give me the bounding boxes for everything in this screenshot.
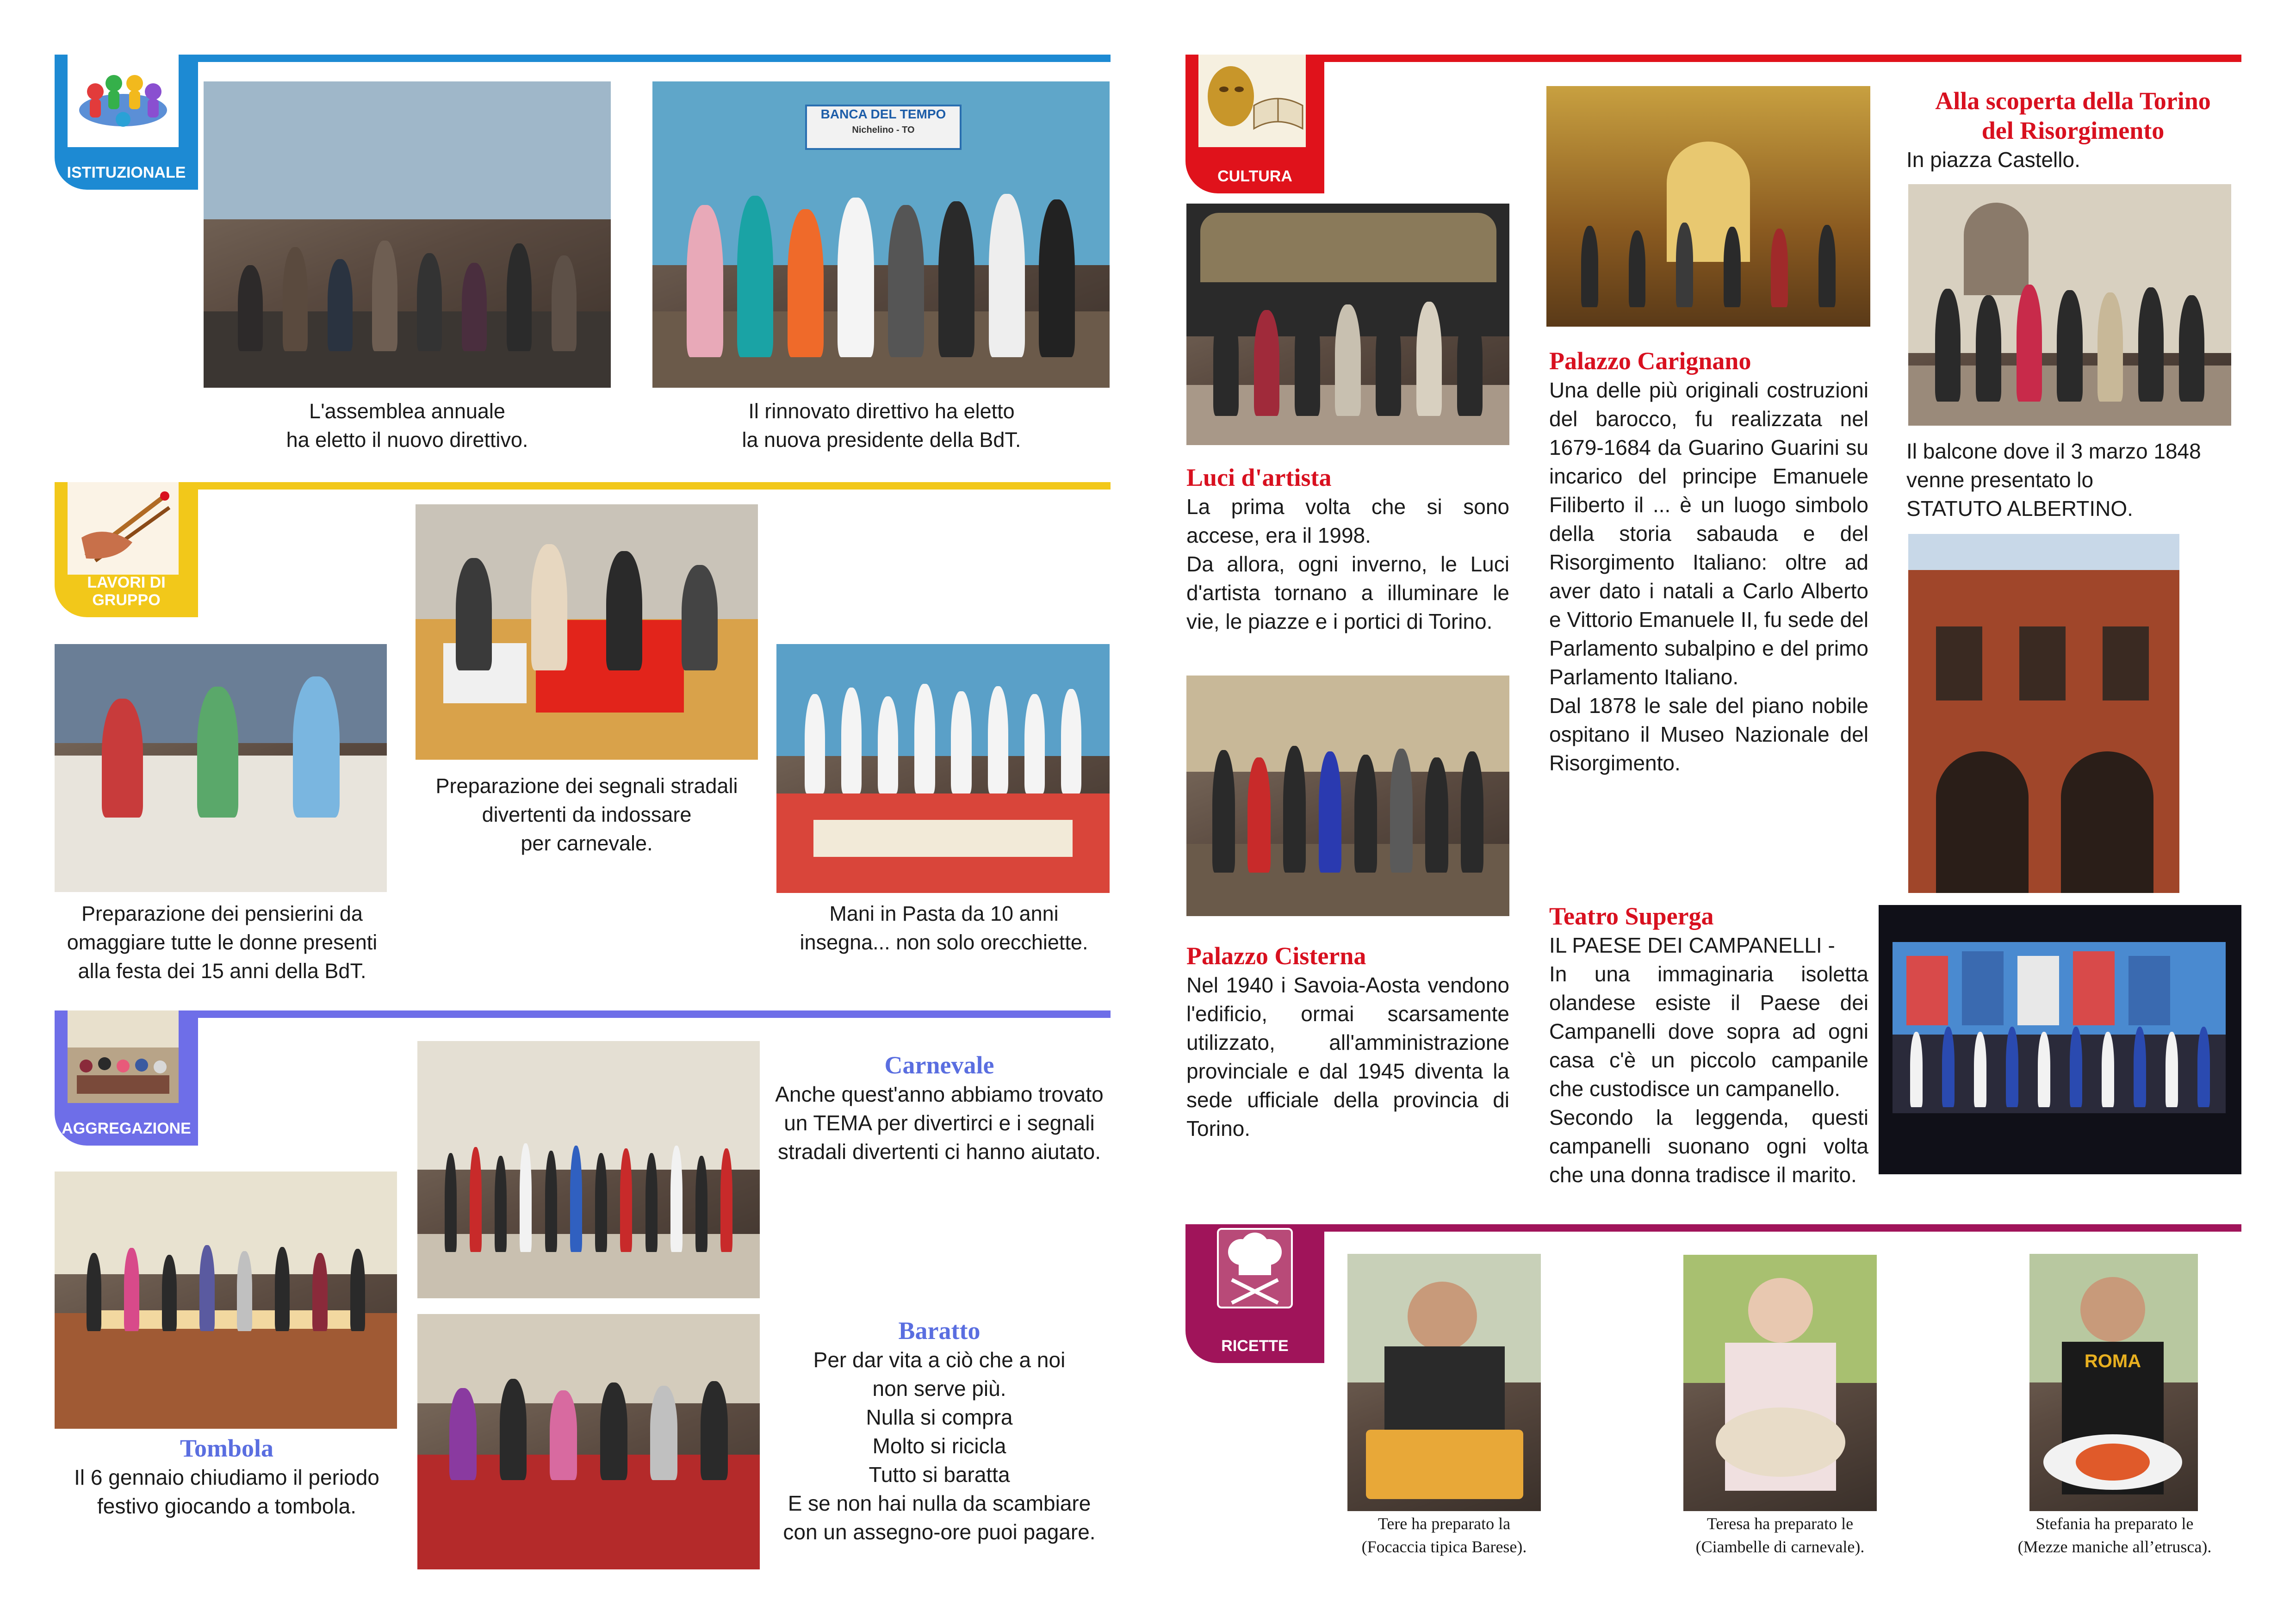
palazzo-cisterna-photo	[1186, 676, 1509, 916]
istituzionale-label: ISTITUZIONALE	[67, 164, 186, 181]
tombola-photo	[55, 1172, 397, 1429]
direttivo-caption: Il rinnovato direttivo ha eletto la nuova presidente della BdT.	[742, 399, 1021, 452]
mask-book-icon	[1198, 55, 1306, 147]
baratto-title: Baratto	[898, 1317, 980, 1345]
assemblea-caption: L'assemblea annuale ha eletto il nuovo direttivo.	[286, 399, 528, 452]
pensierini-caption: Preparazione dei pensierini da omaggiare tutte le donne presenti alla festa dei 15 anni della BdT.	[67, 902, 378, 983]
teatro-superga-title: Teatro Superga	[1549, 902, 1714, 930]
lavori-label: LAVORI DI GRUPPO	[87, 574, 166, 609]
palazzo-carignano-photo	[1546, 86, 1870, 327]
mezze-maniche-caption: Stefania ha preparato le (Mezze maniche all’etrusca).	[2017, 1514, 2212, 1556]
aggregazione-tab	[55, 1010, 198, 1146]
people-circle-icon	[68, 55, 179, 147]
teatro-superga-photo	[1879, 905, 2241, 1174]
palazzo-carignano-text: Palazzo Carignano Una delle più originali costruzioni del barocco, fu realizzata nel 1679-1684 da Guarino Guarini su incarico del principe Emanuele Filiberto il ... è un luogo simbolo della storia sabauda e del Risorgimento Italiano: oltre ad aver dato i natali a Carlo Alberto e Vittorio Emanuele II, fu sede del Parlamento subalpino e del primo Parlamento Italiano. Dal 1878 le sale del piano nobile ospitano il Museo Nazionale del Risorgimento.	[1549, 347, 1868, 775]
ricette-rule	[1314, 1224, 2241, 1232]
luci-artista-photo	[1186, 204, 1509, 445]
direttivo-photo	[652, 81, 1110, 388]
carnevale-title: Carnevale	[884, 1051, 994, 1079]
teatro-superga-text: Teatro Superga IL PAESE DEI CAMPANELLI - In una immaginaria isoletta olandese esiste il Paese dei Campanelli dove sopra ad ogni casa c'è un piccolo campanile che custodisce un campanello. Secondo la leggenda, questi campanelli suonano ogni volta che una donna tradisce il marito.	[1549, 902, 1868, 1187]
istituzionale-tab	[55, 55, 198, 190]
apron-text: ROMA	[2084, 1351, 2141, 1371]
segnali-photo	[416, 504, 758, 760]
istituzionale-rule	[185, 55, 1111, 62]
balcone-text: Il balcone dove il 3 marzo 1848 venne presentato lo STATUTO ALBERTINO.	[1906, 439, 2201, 521]
ricette-tab	[1185, 1224, 1324, 1363]
pensierini-photo	[55, 644, 387, 892]
aggregazione-label: AGGREGAZIONE	[62, 1120, 191, 1137]
mani-in-pasta-caption: Mani in Pasta da 10 anni insegna... non solo orecchiette.	[800, 902, 1088, 954]
cultura-label: CULTURA	[1217, 167, 1292, 185]
assemblea-photo	[204, 81, 611, 388]
focaccia-photo	[1347, 1254, 1541, 1511]
tombola-text-block: Tombola Il 6 gennaio chiudiamo il periodo festivo giocando a tombola.	[46, 1433, 407, 1520]
lavori-rule	[185, 482, 1111, 490]
palazzo-cisterna-title: Palazzo Cisterna	[1186, 942, 1366, 970]
focaccia-caption: Tere ha preparato la (Focaccia tipica Barese).	[1361, 1514, 1527, 1556]
ricette-label: RICETTE	[1221, 1337, 1289, 1355]
carnevale-text-block: Carnevale Anche quest'anno abbiamo trovato un TEMA per divertirci e i segnali stradali divertenti ci hanno aiutato.	[768, 1050, 1111, 1166]
ciambelle-caption: Teresa ha preparato le (Ciambelle di carnevale).	[1695, 1514, 1865, 1556]
segnali-caption: Preparazione dei segnali stradali divertenti da indossare per carnevale.	[435, 774, 738, 855]
baratto-photo	[417, 1314, 760, 1569]
piazza-castello-photo	[1908, 184, 2231, 426]
aggregazione-rule	[185, 1010, 1111, 1018]
cultura-tab	[1185, 55, 1324, 193]
lavori-tab	[55, 482, 198, 617]
group-hall-icon	[68, 1010, 179, 1103]
carnevale-photo	[417, 1041, 760, 1298]
ciambelle-photo	[1683, 1255, 1877, 1511]
mani-in-pasta-photo	[776, 644, 1110, 893]
mezze-maniche-photo	[2029, 1254, 2198, 1511]
cultura-rule	[1314, 55, 2241, 62]
palazzo-cisterna-text: Palazzo Cisterna Nel 1940 i Savoia-Aosta vendono l'edificio, ormai scarsamente utilizzato, all'amministrazione provinciale e dal 1945 diventa la sede ufficiale della provincia di Torino.	[1186, 942, 1509, 1141]
paint-brush-hand-icon	[68, 482, 179, 575]
luci-artista-title: Luci d'artista	[1186, 464, 1332, 491]
chef-hat-icon	[1209, 1224, 1301, 1317]
banner: BANCA DEL TEMPO Nichelino - TO	[805, 105, 962, 150]
luci-artista-text: Luci d'artista La prima volta che si sono accese, era il 1998. Da allora, ogni inverno, le Luci d'artista tornano a illuminare le vie, le piazze e i portici di Torino.	[1186, 464, 1509, 633]
balcone-photo	[1908, 534, 2179, 893]
baratto-text-block: Baratto Per dar vita a ciò che a noi non serve più. Nulla si compra Molto si ricicla Tutto si baratta E se non hai nulla da scambiare con un assegno-ore puoi pagare.	[768, 1316, 1111, 1546]
palazzo-carignano-title: Palazzo Carignano	[1549, 347, 1751, 375]
scoperta-text: Alla scoperta della Torino del Risorgimento In piazza Castello.	[1906, 86, 2240, 174]
tombola-title: Tombola	[180, 1434, 274, 1462]
scoperta-title: Alla scoperta della Torino del Risorgimento	[1935, 87, 2211, 144]
